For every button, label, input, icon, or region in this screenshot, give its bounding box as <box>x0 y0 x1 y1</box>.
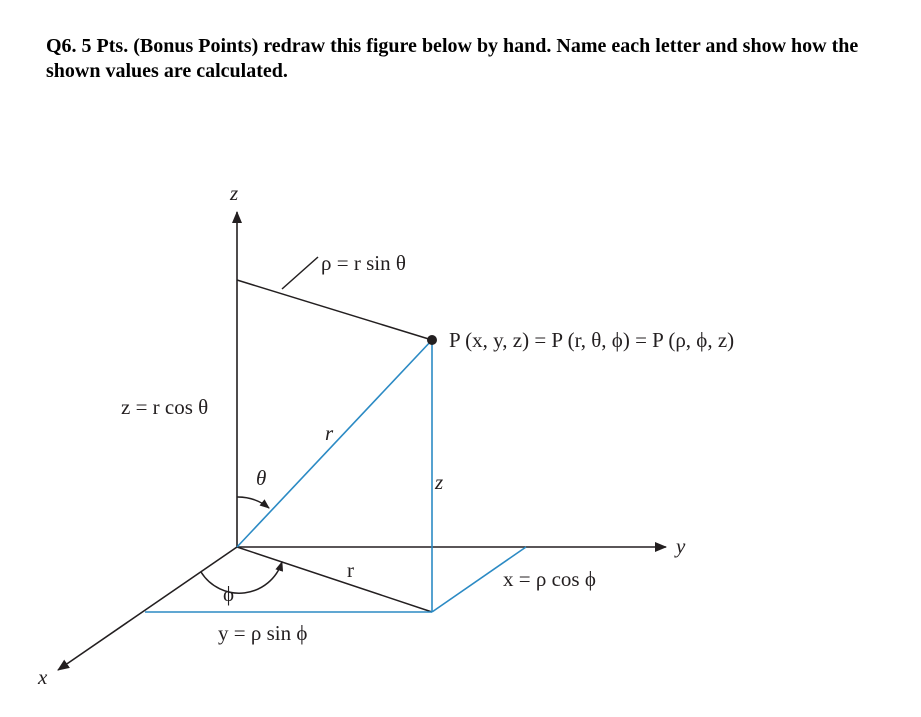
theta-label: θ <box>256 466 267 490</box>
x-axis-label: x <box>38 665 48 689</box>
point-p <box>427 335 437 345</box>
phi-label: ϕ <box>223 582 235 606</box>
point-equation-label: P (x, y, z) = P (r, θ, ϕ) = P (ρ, ϕ, z) <box>449 328 735 352</box>
y-axis-label: y <box>676 534 686 558</box>
r-lower-label: r <box>347 558 354 582</box>
phi-arc <box>201 562 282 593</box>
x-equation-label: x = ρ cos ϕ <box>503 567 596 591</box>
z-side-label: z <box>435 470 444 494</box>
z-equation-label: z = r cos θ <box>121 395 209 419</box>
radius-line <box>237 340 432 547</box>
rho-pointer-line <box>282 257 318 289</box>
rho-equation-label: ρ = r sin θ <box>321 251 406 275</box>
z-axis-label: z <box>230 181 239 205</box>
question-text: Q6. 5 Pts. (Bonus Points) redraw this figure below by hand. Name each letter and show how the shown values are calculated. <box>46 35 859 82</box>
theta-arc <box>237 497 269 508</box>
r-upper-label: r <box>325 421 334 445</box>
y-equation-label: y = ρ sin ϕ <box>218 621 308 645</box>
top-rho-line <box>237 280 432 340</box>
base-r-line <box>237 547 432 612</box>
x-axis <box>58 547 237 670</box>
